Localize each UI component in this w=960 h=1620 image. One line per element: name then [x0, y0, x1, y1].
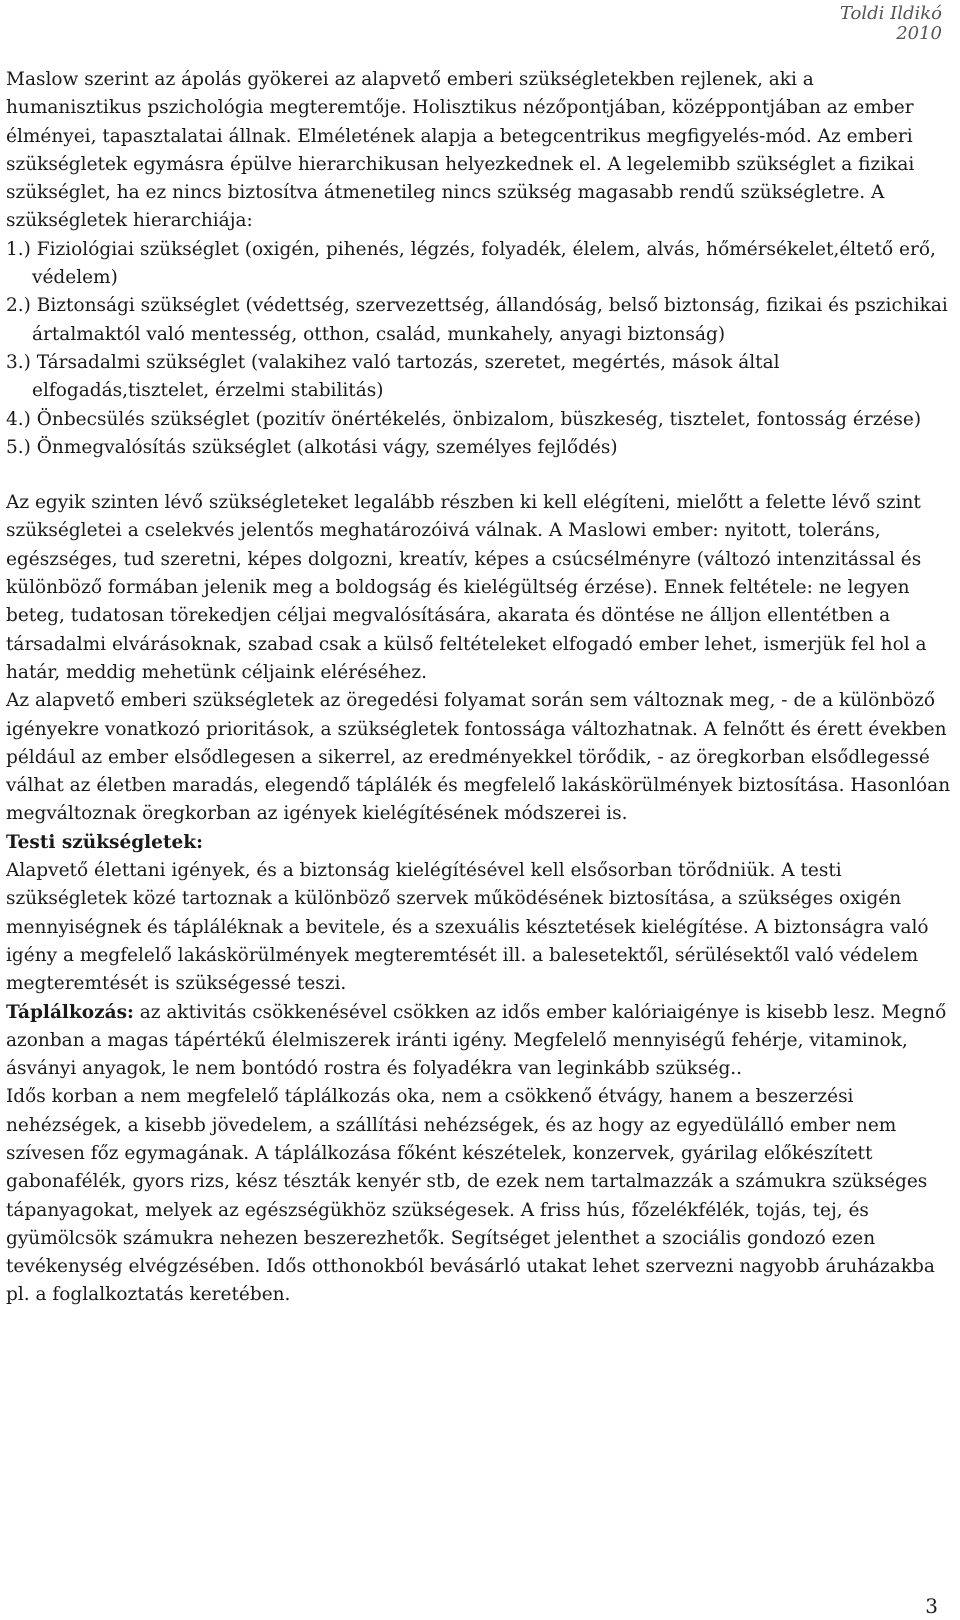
aging-paragraph: Az alapvető emberi szükségletek az öregedési folyamat során sem változnak meg, - de a különböző igényekre vonatkozó prioritások, a szükségletek fontossága változhatnak. A felnőtt és érett években például az ember elsődlegesen a sikerrel, az eredményekkel törődik, - az öregkorban elsődlegessé válhat az életben maradás, elegendő táplálék és megfelelő lakáskörülmények biztosítása. Hasonlóan megváltoznak öregkorban az igények kielégítésének módszerei is. — [6, 690, 951, 825]
hierarchy-item-3: 3.) Társadalmi szükséglet (valakihez való tartozás, szeretet, megértés, mások által elfogadás,tisztelet, érzelmi stabilitás) — [6, 351, 780, 402]
nutrition-paragraph — [6, 999, 951, 1084]
hierarchy-item-2: 2.) Biztonsági szükséglet (védettség, szervezettség, állandóság, belső biztonság, fizikai és pszichikai ártalmaktól való mentesség, otthon, család, munkahely, anyagi biztonság) — [6, 295, 948, 345]
document-body — [6, 66, 951, 1310]
elderly-food-paragraph: Idős korban a nem megfelelő táplálkozás oka, nem a csökkenő étvágy, hanem a beszerzési nehézségek, a kisebb jövedelem, a szállítási nehézségek, és az hogy az egyedülálló ember nem szívesen főz egymagának. A táplálkozása főként készételek, konzervek, gyárilag előkészített gabonafélék, gyors rizs, kész tészták kenyér stb, de ezek nem tartalmazzák a számukra szükséges tápanyagokat, melyek az egészségükhöz szükségesek. A friss hús, főzelékfélék, tojás, tej, és gyümölcsök számukra nehezen beszerezhetők. Segítséget jelenthet a szociális gondozó ezen tevékenység elvégzésében. Idős otthonokból bevásárló utakat lehet szervezni nagyobb áruházakba pl. a foglalkoztatás keretében. — [6, 1086, 935, 1306]
hierarchy-item-5: 5.) Önmegvalósítás szükséglet (alkotási vágy, személyes fejlődés) — [6, 436, 618, 458]
intro-paragraph: Maslow szerint az ápolás gyökerei az alapvető emberi szükségletekben rejlenek, aki a humanisztikus pszichológia megteremtője. Holisztikus nézőpontjában, középpontjában az ember élményei, tapasztalatai állnak. Elméletének alapja a betegcentrikus megfigyelés-mód. Az emberi szükségletek egymásra épülve hierarchikusan helyezkednek el. A legelemibb szükséglet a fizikai szükséglet, ha ez nincs biztosítva átmenetileg nincs szükség magasabb rendű szükségletre. A szükségletek hierarchiája: — [6, 69, 915, 232]
physical-needs-paragraph: Alapvető élettani igények, és a biztonság kielégítésével kell elsősorban törődniük. A testi szükségletek közé tartoznak a különböző szervek működésének biztosítása, a szükséges oxigén mennyiségnek és tápláléknak a bevitele, és a szexuális késztetések kielégítése. A biztonságra való igény a megfelelő lakáskörülmények megteremtését ill. a balesetektől, sérülésektől való védelem megteremtését is szükségessé teszi. — [6, 860, 929, 995]
author-name: Toldi Ildikó — [839, 3, 942, 24]
nutrition-text: az aktivitás csökkenésével csökken az idős ember kalóriaigénye is kisebb lesz. Megnő azonban a magas tápértékű élelmiszerek iránti igény. Megfelelő mennyiségű fehérje, vitaminok, ásványi anyagok, le nem bontódó rostra és folyadékra van leginkább szükség.. — [6, 1001, 947, 1080]
hierarchy-item-1: 1.) Fiziológiai szükséglet (oxigén, pihenés, légzés, folyadék, élelem, alvás, hőmérsékelet,éltető erő, védelem) — [6, 238, 936, 289]
page-header — [840, 4, 942, 44]
nutrition-label: Táplálkozás: — [6, 1001, 134, 1023]
levels-paragraph: Az egyik szinten lévő szükségleteket legalább részben ki kell elégíteni, mielőtt a felette lévő szint szükségletei a cselekvés jelentős meghatározóivá válnak. A Maslowi ember: nyitott, toleráns, egészséges, tud szeretni, képes dolgozni, kreatív, képes a csúcsélményre (változó intenzitással és különböző formában jelenik meg a boldogság és kielégültség érzése). Ennek feltétele: ne legyen beteg, tudatosan törekedjen céljai megvalósítására, akarata és döntése ne álljon ellentétben a társadalmi elvárásoknak, szabad csak a külső feltételeket elfogadó ember lehet, ismerjük fel hol a határ, meddig mehetünk céljaink eléréséhez. — [6, 492, 927, 683]
hierarchy-item-4: 4.) Önbecsülés szükséglet (pozitív önértékelés, önbizalom, büszkeség, tisztelet, fontosság érzése) — [6, 408, 922, 430]
section-heading-physical-needs: Testi szükségletek: — [6, 831, 203, 853]
hierarchy-list — [6, 236, 951, 462]
header-year: 2010 — [896, 23, 942, 44]
paragraph-gap — [6, 462, 951, 489]
page-number: 3 — [925, 1594, 938, 1618]
